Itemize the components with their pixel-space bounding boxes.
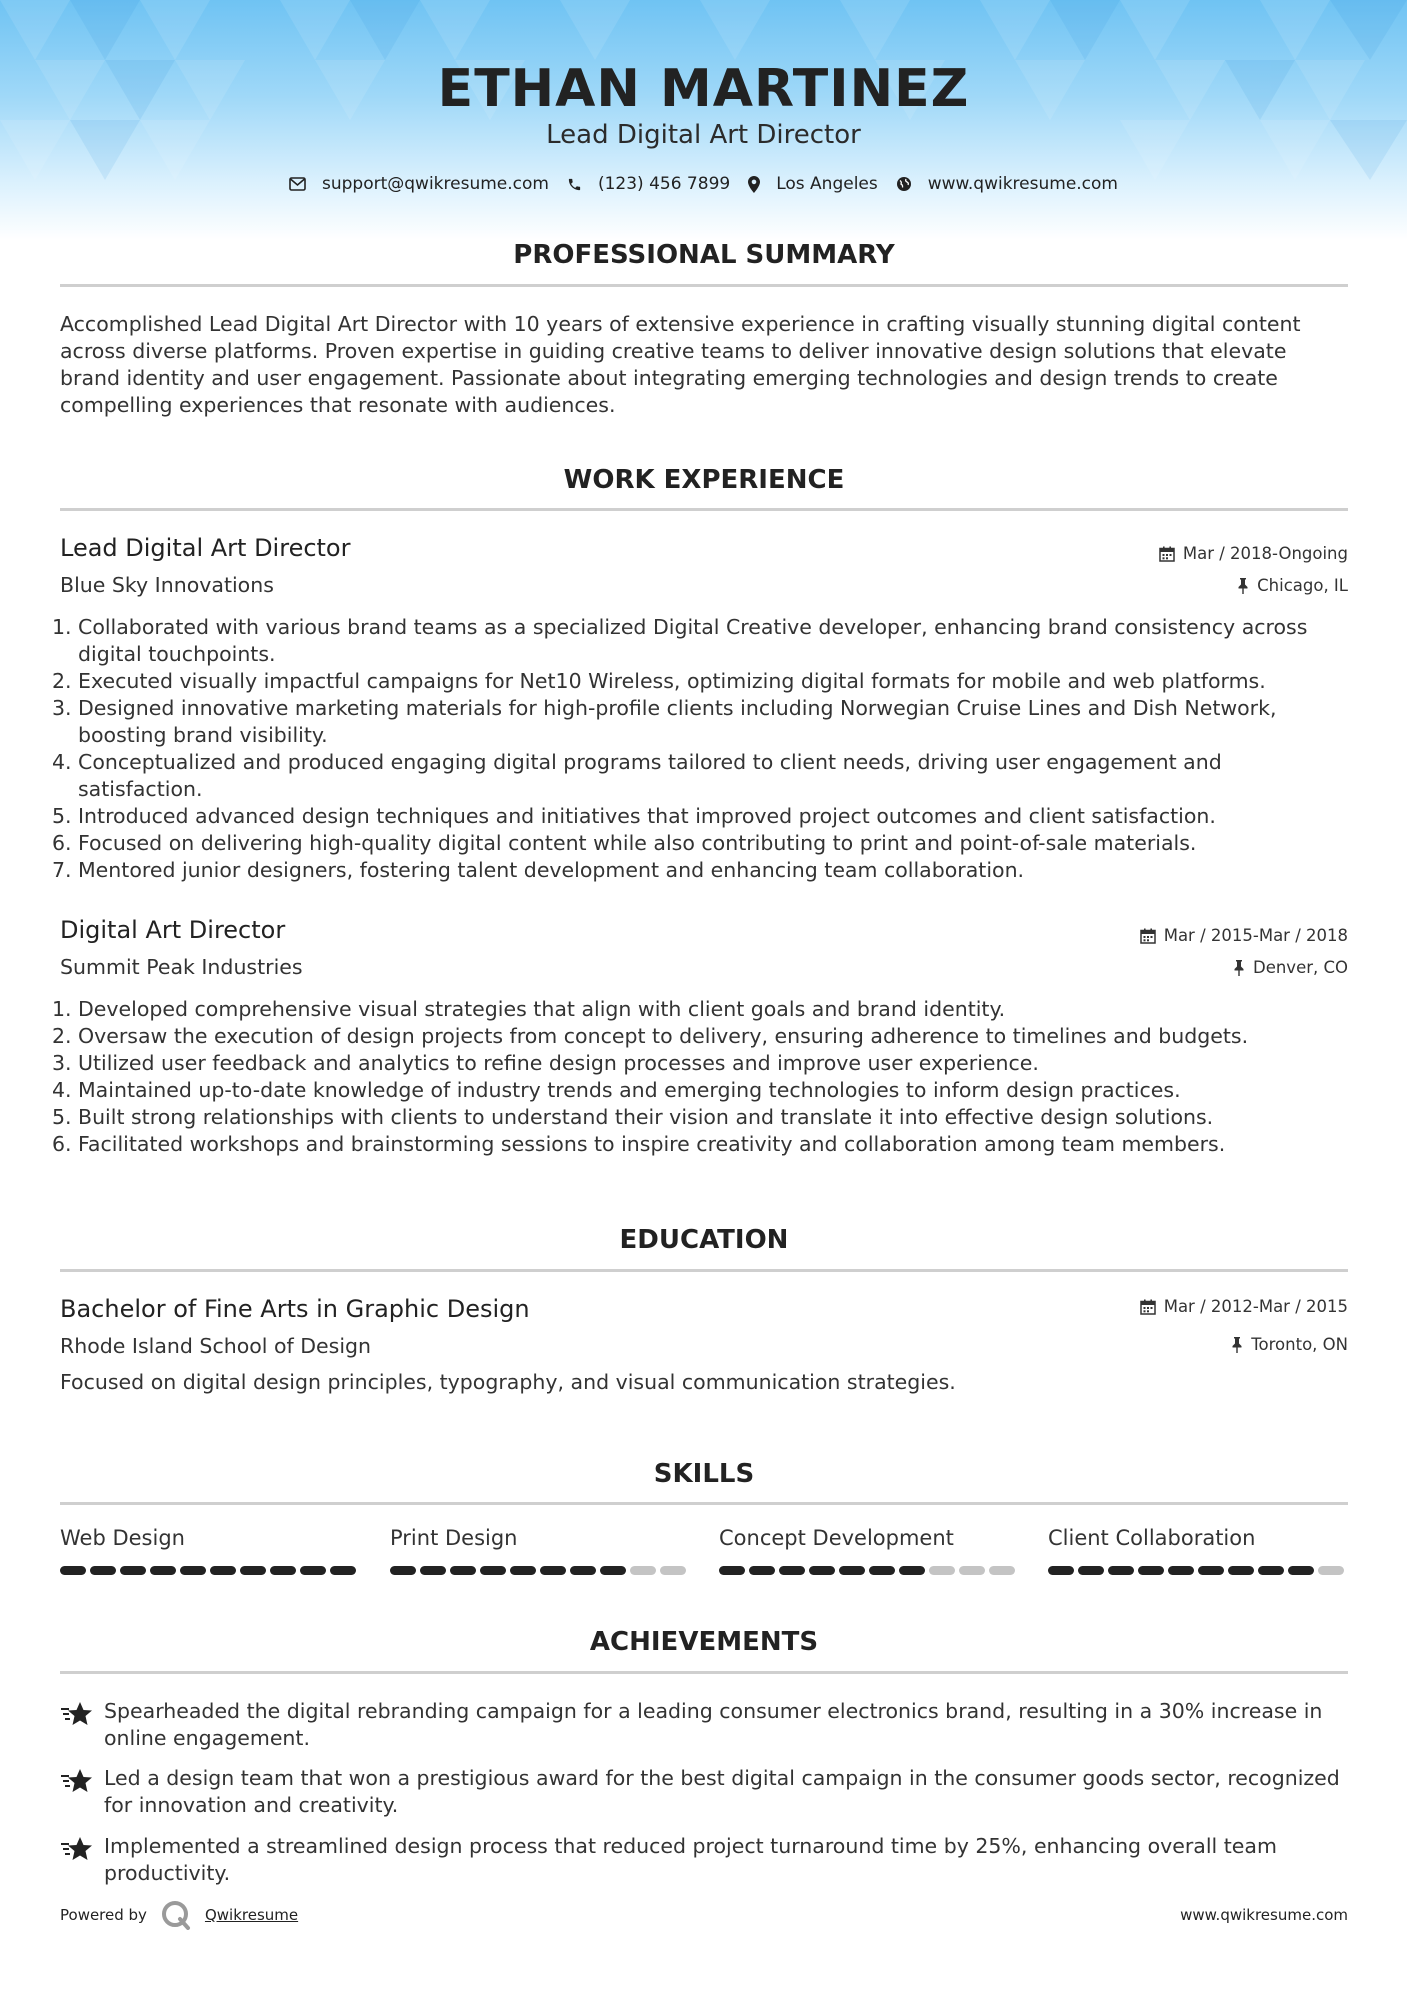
envelope-icon: [289, 177, 306, 191]
degree-title: Bachelor of Fine Arts in Graphic Design: [60, 1295, 530, 1323]
experience-heading: WORK EXPERIENCE: [563, 465, 845, 495]
education-location: [1231, 1334, 1348, 1356]
skill-segment-empty: [660, 1566, 686, 1575]
education-description: Focused on digital design principles, typography, and visual communication strategies.: [60, 1370, 956, 1394]
calendar-icon: [1140, 1299, 1156, 1315]
phone-text: (123) 456 7899: [597, 174, 731, 194]
job-location: [1233, 957, 1348, 979]
skill-segment-filled: [839, 1566, 865, 1575]
skill-segment-filled: [1168, 1566, 1194, 1575]
education-dates-text: Mar / 2012-Mar / 2015: [1163, 1297, 1348, 1316]
skill-segment-filled: [869, 1566, 895, 1575]
list-item: 7. Mentored junior designers, fostering talent development and enhancing team collaboration.: [52, 858, 1025, 882]
pushpin-icon: [1231, 1337, 1243, 1353]
job-dates-text: Mar / 2018-Ongoing: [1182, 544, 1348, 563]
skill-segment-filled: [180, 1566, 206, 1575]
list-item: 2. Oversaw the execution of design projects from concept to delivery, ensuring adherence to timelines and budgets.: [52, 1024, 1249, 1048]
school-name: Rhode Island School of Design: [60, 1334, 372, 1358]
list-item: 4. Conceptualized and produced engaging digital programs tailored to client needs, driving user engagement and satisfaction.: [52, 750, 1222, 801]
star-icon: [60, 1765, 104, 1819]
achievement-item: [60, 1698, 1350, 1752]
phone-icon: [567, 177, 582, 192]
achievements-divider: [60, 1671, 1348, 1674]
job-bullet-list: [52, 996, 1352, 1158]
skill-segment-filled: [390, 1566, 416, 1575]
qwikresume-logo-icon: [161, 1900, 191, 1930]
job-bullet-list: [52, 614, 1352, 884]
job-dates: [1140, 925, 1348, 947]
job-title: Lead Digital Art Director: [60, 534, 351, 562]
skill-segment-filled: [270, 1566, 296, 1575]
job-location-text: Denver, CO: [1252, 958, 1348, 977]
skill-item: [390, 1524, 690, 1575]
summary-heading: PROFESSIONAL SUMMARY: [513, 240, 895, 270]
skill-item: [719, 1524, 1019, 1575]
experience-divider: [60, 508, 1348, 511]
skill-name: Concept Development: [719, 1526, 954, 1550]
job-location: [1237, 575, 1348, 597]
skill-segment-filled: [899, 1566, 925, 1575]
skill-item: [1048, 1524, 1348, 1575]
pushpin-icon: [1237, 578, 1249, 594]
skill-segment-filled: [809, 1566, 835, 1575]
skill-name: Web Design: [60, 1526, 185, 1550]
list-item: 3. Designed innovative marketing materials for high-profile clients including Norwegian Cruise Lines and Dish Network, boosting brand visibility.: [52, 696, 1277, 747]
skill-segment-filled: [450, 1566, 476, 1575]
contact-bar: [0, 170, 1407, 198]
achievement-text: Implemented a streamlined design process that reduced project turnaround time by 25%, enhancing overall team productivity.: [104, 1834, 1277, 1885]
skill-segment-filled: [330, 1566, 356, 1575]
skill-level-bar: [60, 1566, 360, 1575]
skill-segment-filled: [540, 1566, 566, 1575]
qwikresume-link[interactable]: Qwikresume: [204, 1906, 299, 1924]
skill-segment-filled: [1228, 1566, 1254, 1575]
job-dates: [1159, 543, 1348, 565]
globe-icon: [896, 176, 912, 192]
contact-email[interactable]: [289, 174, 549, 194]
list-item: 5. Introduced advanced design techniques and initiatives that improved project outcomes and client satisfaction.: [52, 804, 1216, 828]
skill-segment-filled: [150, 1566, 176, 1575]
education-dates: [1140, 1296, 1348, 1318]
summary-text: Accomplished Lead Digital Art Director with 10 years of extensive experience in crafting visually stunning digital content across diverse platforms. Proven expertise in guiding creative teams to deliver innovative design solutions that elevate brand identity and user engagement. Passionate about integrating emerging technologies and design trends to create compelling experiences that resonate with audiences.: [60, 312, 1301, 417]
skill-segment-filled: [1138, 1566, 1164, 1575]
skill-segment-filled: [779, 1566, 805, 1575]
list-item: 5. Built strong relationships with clients to understand their vision and translate it into effective design solutions.: [52, 1105, 1214, 1129]
email-text: support@qwikresume.com: [322, 174, 549, 194]
pushpin-icon: [1233, 960, 1245, 976]
skill-segment-filled: [1048, 1566, 1074, 1575]
footer-powered-by: [60, 1900, 298, 1930]
list-item: 2. Executed visually impactful campaigns for Net10 Wireless, optimizing digital formats for mobile and web platforms.: [52, 669, 1266, 693]
map-pin-icon: [748, 176, 760, 193]
skill-segment-filled: [570, 1566, 596, 1575]
powered-by-label: Powered by: [60, 1906, 147, 1924]
skill-segment-empty: [1318, 1566, 1344, 1575]
skill-segment-filled: [749, 1566, 775, 1575]
skill-segment-filled: [420, 1566, 446, 1575]
job-location-text: Chicago, IL: [1257, 576, 1348, 595]
footer-website[interactable]: www.qwikresume.com: [1180, 1906, 1348, 1924]
star-icon: [60, 1833, 104, 1887]
achievements-heading: ACHIEVEMENTS: [589, 1627, 819, 1657]
skill-segment-filled: [90, 1566, 116, 1575]
list-item: 1. Collaborated with various brand teams as a specialized Digital Creative developer, enhancing brand consistency across digital touchpoints.: [52, 615, 1308, 666]
website-text: www.qwikresume.com: [927, 174, 1118, 194]
education-heading: EDUCATION: [619, 1225, 789, 1255]
skill-segment-filled: [1078, 1566, 1104, 1575]
skill-segment-filled: [1198, 1566, 1224, 1575]
contact-website[interactable]: [896, 174, 1118, 194]
contact-phone[interactable]: [567, 174, 730, 194]
summary-divider: [60, 284, 1348, 287]
skill-segment-filled: [60, 1566, 86, 1575]
job-title: Digital Art Director: [60, 916, 286, 944]
list-item: 3. Utilized user feedback and analytics to refine design processes and improve user experience.: [52, 1051, 1039, 1075]
list-item: 6. Focused on delivering high-quality digital content while also contributing to print and point-of-sale materials.: [52, 831, 1197, 855]
skill-segment-filled: [600, 1566, 626, 1575]
list-item: 6. Facilitated workshops and brainstorming sessions to inspire creativity and collaboration among team members.: [52, 1132, 1226, 1156]
skill-segment-empty: [630, 1566, 656, 1575]
candidate-title: Lead Digital Art Director: [546, 120, 861, 150]
skill-name: Client Collaboration: [1048, 1526, 1256, 1550]
job-dates-text: Mar / 2015-Mar / 2018: [1163, 926, 1348, 945]
candidate-name: ETHAN MARTINEZ: [437, 59, 970, 119]
skill-segment-filled: [300, 1566, 326, 1575]
achievement-text: Led a design team that won a prestigious award for the best digital campaign in the consumer goods sector, recognized for innovation and creativity.: [104, 1766, 1340, 1817]
achievement-item: [60, 1765, 1350, 1819]
list-item: 1. Developed comprehensive visual strategies that align with client goals and brand identity.: [52, 997, 1006, 1021]
skill-segment-empty: [929, 1566, 955, 1575]
skill-item: [60, 1524, 360, 1575]
contact-location: [748, 174, 878, 194]
education-divider: [60, 1269, 1348, 1272]
skill-segment-empty: [989, 1566, 1015, 1575]
skill-segment-filled: [1258, 1566, 1284, 1575]
job-company: Blue Sky Innovations: [60, 573, 274, 597]
star-icon: [60, 1698, 104, 1752]
location-text: Los Angeles: [776, 174, 878, 194]
skill-segment-filled: [240, 1566, 266, 1575]
education-location-text: Toronto, ON: [1251, 1335, 1348, 1354]
skill-level-bar: [719, 1566, 1019, 1575]
achievement-item: [60, 1833, 1350, 1887]
calendar-icon: [1159, 546, 1175, 562]
skill-name: Print Design: [390, 1526, 518, 1550]
skill-segment-filled: [120, 1566, 146, 1575]
skills-divider: [60, 1502, 1348, 1505]
skill-segment-filled: [1108, 1566, 1134, 1575]
skill-segment-empty: [959, 1566, 985, 1575]
skill-segment-filled: [719, 1566, 745, 1575]
skill-segment-filled: [480, 1566, 506, 1575]
skills-heading: SKILLS: [653, 1459, 755, 1489]
skill-level-bar: [390, 1566, 690, 1575]
skill-level-bar: [1048, 1566, 1348, 1575]
job-company: Summit Peak Industries: [60, 955, 303, 979]
skill-segment-filled: [510, 1566, 536, 1575]
skill-segment-filled: [1288, 1566, 1314, 1575]
skill-segment-filled: [210, 1566, 236, 1575]
achievement-text: Spearheaded the digital rebranding campaign for a leading consumer electronics brand, resulting in a 30% increase in online engagement.: [104, 1699, 1323, 1750]
calendar-icon: [1140, 928, 1156, 944]
list-item: 4. Maintained up-to-date knowledge of industry trends and emerging technologies to inform design practices.: [52, 1078, 1181, 1102]
